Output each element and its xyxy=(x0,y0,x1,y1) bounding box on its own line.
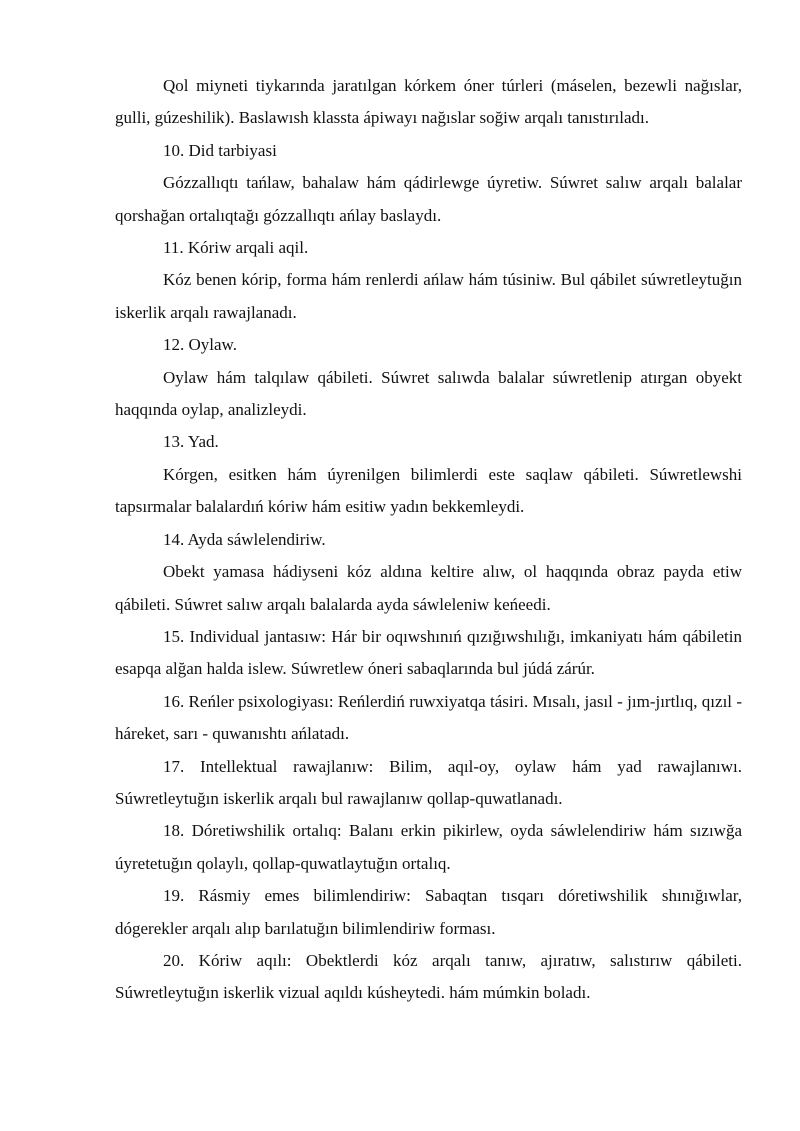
paragraph-15: 15. Individual jantasıw: Hár bir oqıwshınıń qızığıwshılığı, imkaniyatı hám qábiletin esapqa alğan halda islew. Súwretlew óneri sabaqlarında bul júdá zárúr. xyxy=(115,626,742,679)
paragraph-12: Oylaw hám talqılaw qábileti. Súwret salıwda balalar súwretlenip atırgan obyekt haqqında oylap, analizleydi. xyxy=(115,367,742,420)
paragraph-10: Gózzallıqtı tańlaw, bahalaw hám qádirlewge úyretiw. Súwret salıw arqalı balalar qorshağan ortalıqtağı gózzallıqtı ańlay baslaydı. xyxy=(115,173,742,225)
heading-13: 13. Yad. xyxy=(163,432,219,452)
paragraph-18: 18. Dóretiwshilik ortalıq: Balanı erkin pikirlew, oyda sáwlelendiriw hám sızıwğa úyretetuğın qolaylı, qollap-quwatlaytuğın ortalıq. xyxy=(115,821,742,873)
paragraph-13: Kórgen, esitken hám úyrenilgen bilimlerdi este saqlaw qábileti. Súwretlewshi tapsırmalar balalardıń kóriw hám esitiw yadın bekkemleydi. xyxy=(115,464,742,517)
heading-12: 12. Oylaw. xyxy=(163,335,237,355)
document-page xyxy=(115,70,742,1010)
heading-10: 10. Did tarbiyasi xyxy=(163,140,277,160)
paragraph-16: 16. Reńler psixologiyası: Reńlerdiń ruwxiyatqa tásiri. Mısalı, jasıl - jım-jırtlıq, qızıl - háreket, sarı - quwanıshtı ańlatadı. xyxy=(115,691,742,744)
heading-11: 11. Kóriw arqali aqil. xyxy=(163,238,309,258)
paragraph-folk-art: Qol miyneti tiykarında jaratılgan kórkem óner túrleri (máselen, bezewli nağıslar, gulli, gúzeshilik). Baslawısh klassta ápiwayı nağıslar soğiw arqalı tanıstırıladı. xyxy=(115,76,742,128)
paragraph-20: 20. Kóriw aqılı: Obektlerdi kóz arqalı tanıw, ajıratıw, salıstırıw qábileti. Súwretleytuğın iskerlik vizual aqıldı kúsheytedi. hám múmkin boladı. xyxy=(115,950,742,1003)
paragraph-14: Obekt yamasa hádiyseni kóz aldına keltire alıw, ol haqqında obraz payda etiw qábileti. Súwret salıw arqalı balalarda ayda sáwleleniw keńeedi. xyxy=(115,562,742,614)
paragraph-17: 17. Intellektual rawajlanıw: Bilim, aqıl-oy, oylaw hám yad rawajlanıwı. Súwretleytuğın iskerlik arqalı bul rawajlanıw qollap-quwatlanadı. xyxy=(115,756,742,808)
paragraph-19: 19. Rásmiy emes bilimlendiriw: Sabaqtan tısqarı dóretiwshilik shınığıwlar, dógerekler arqalı alıp barılatuğın bilimlendiriw forması. xyxy=(115,886,742,938)
paragraph-11: Kóz benen kórip, forma hám renlerdi ańlaw hám túsiniw. Bul qábilet súwretleytuğın iskerlik arqalı rawajlanadı. xyxy=(115,270,742,322)
heading-14: 14. Ayda sáwlelendiriw. xyxy=(163,529,326,549)
